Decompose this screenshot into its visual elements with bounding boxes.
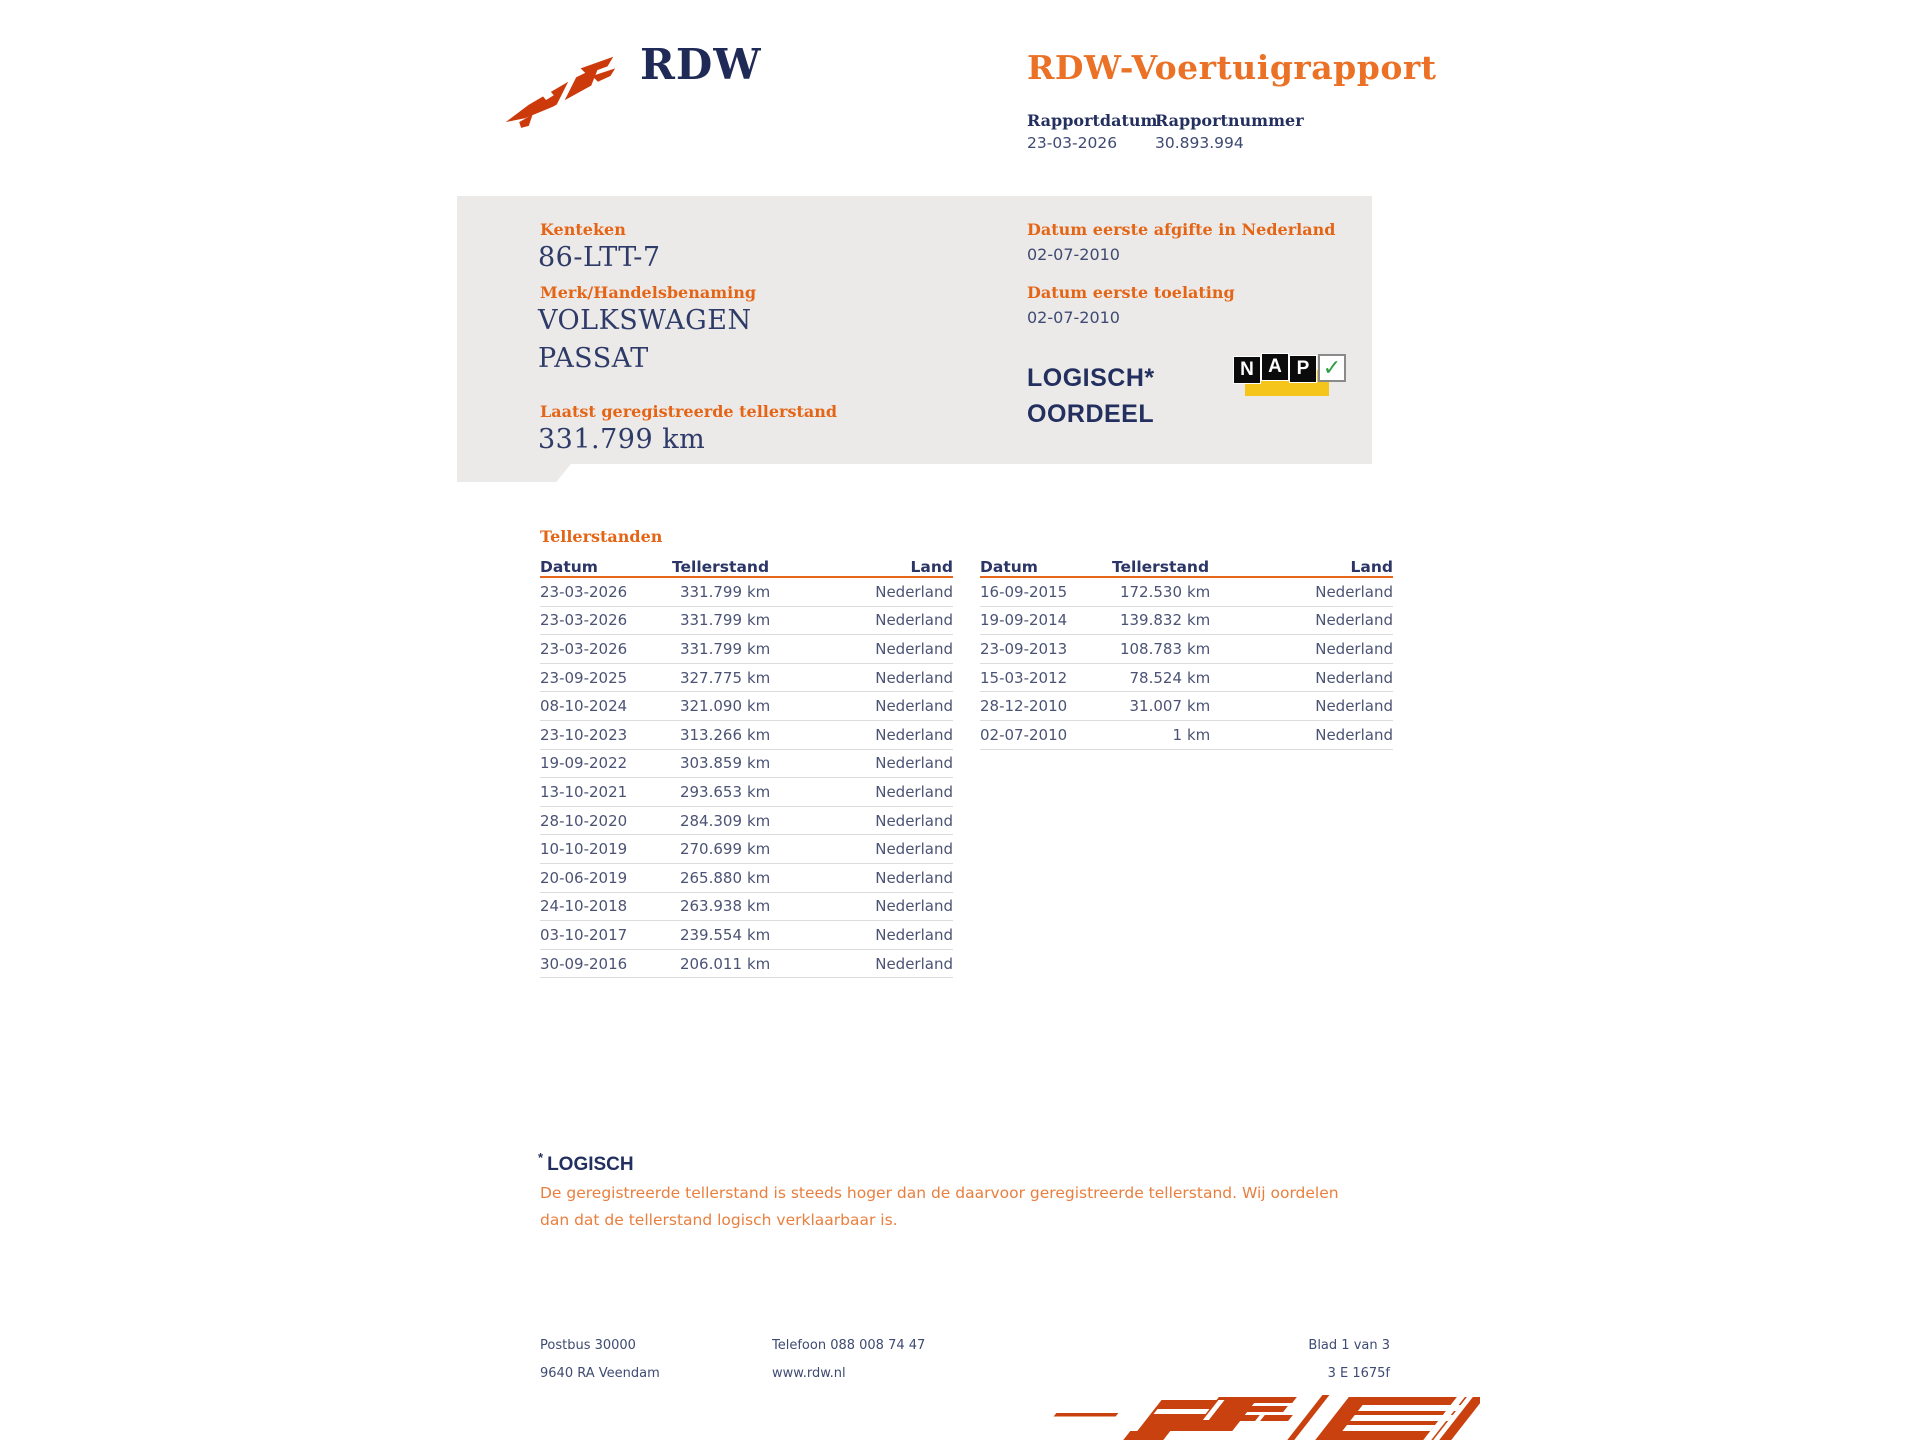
report-date-value: 23-03-2026 bbox=[1027, 134, 1118, 152]
table-row bbox=[540, 692, 953, 721]
afgifte-value: 02-07-2010 bbox=[1027, 245, 1120, 264]
cell-datum: 13-10-2021 bbox=[540, 782, 628, 801]
cell-land: Nederland bbox=[875, 954, 953, 973]
nap-checkmark-icon: ✓ bbox=[1318, 354, 1346, 382]
cell-land: Nederland bbox=[875, 725, 953, 744]
footer-website: www.rdw.nl bbox=[772, 1366, 846, 1381]
column-header-tellerstand: Tellerstand bbox=[672, 558, 770, 576]
cell-tellerstand: 31.007 km bbox=[1129, 697, 1211, 716]
table-row bbox=[980, 721, 1393, 750]
cell-tellerstand: 239.554 km bbox=[679, 925, 771, 944]
cell-land: Nederland bbox=[875, 639, 953, 658]
merk-line2: PASSAT bbox=[538, 343, 649, 374]
cell-land: Nederland bbox=[1315, 725, 1393, 744]
cell-datum: 20-06-2019 bbox=[540, 868, 628, 887]
cell-datum: 23-03-2026 bbox=[540, 582, 628, 601]
verdict-line2: OORDEEL bbox=[1027, 400, 1155, 428]
table-row bbox=[980, 635, 1393, 664]
table-header-row bbox=[980, 552, 1393, 578]
table-row bbox=[540, 578, 953, 607]
cell-tellerstand: 321.090 km bbox=[679, 697, 771, 716]
tellerstand-value: 331.799 km bbox=[538, 424, 706, 455]
cell-tellerstand: 263.938 km bbox=[679, 897, 771, 916]
footer-page-number: Blad 1 van 3 bbox=[1308, 1338, 1390, 1353]
afgifte-label: Datum eerste afgifte in Nederland bbox=[1027, 220, 1336, 239]
cell-tellerstand: 139.832 km bbox=[1119, 611, 1211, 630]
cell-datum: 23-03-2026 bbox=[540, 611, 628, 630]
cell-land: Nederland bbox=[875, 754, 953, 773]
cell-land: Nederland bbox=[875, 840, 953, 859]
cell-datum: 19-09-2022 bbox=[540, 754, 628, 773]
footnote-heading bbox=[538, 1150, 634, 1176]
cell-land: Nederland bbox=[1315, 639, 1393, 658]
kenteken-value: 86-LTT-7 bbox=[538, 242, 661, 273]
table-row bbox=[540, 721, 953, 750]
cell-datum: 16-09-2015 bbox=[980, 582, 1068, 601]
nap-letter-a: A bbox=[1261, 353, 1289, 381]
table-row bbox=[540, 921, 953, 950]
footer-address-line1: Postbus 30000 bbox=[540, 1338, 636, 1353]
cell-tellerstand: 270.699 km bbox=[679, 840, 771, 859]
table-row bbox=[540, 893, 953, 922]
cell-tellerstand: 293.653 km bbox=[679, 782, 771, 801]
cell-land: Nederland bbox=[1315, 668, 1393, 687]
cell-datum: 23-09-2025 bbox=[540, 668, 628, 687]
nap-letter-p: P bbox=[1289, 355, 1317, 383]
footer-page-info bbox=[1190, 1332, 1390, 1388]
table-row bbox=[540, 835, 953, 864]
cell-tellerstand: 303.859 km bbox=[679, 754, 771, 773]
footnote-asterisk: * bbox=[538, 1150, 544, 1165]
cell-datum: 03-10-2017 bbox=[540, 925, 628, 944]
summary-box-tab bbox=[457, 464, 571, 482]
cell-land: Nederland bbox=[875, 868, 953, 887]
cell-land: Nederland bbox=[875, 582, 953, 601]
cell-land: Nederland bbox=[875, 668, 953, 687]
cell-tellerstand: 327.775 km bbox=[679, 668, 771, 687]
footnote-text: De geregistreerde tellerstand is steeds hoger dan de daarvoor geregistreerde tellerstand. Wij oordelen dan dat de tellerstand logisch verklaarbaar is. bbox=[540, 1184, 1339, 1229]
report-date-label: Rapportdatum bbox=[1027, 111, 1158, 130]
cell-datum: 23-03-2026 bbox=[540, 639, 628, 658]
toelating-label: Datum eerste toelating bbox=[1027, 283, 1235, 302]
column-header-datum: Datum bbox=[980, 558, 1038, 576]
merk-line1: VOLKSWAGEN bbox=[538, 305, 752, 336]
table-row bbox=[980, 578, 1393, 607]
verdict-text bbox=[1027, 360, 1155, 432]
report-number-value: 30.893.994 bbox=[1155, 134, 1244, 152]
cell-land: Nederland bbox=[875, 897, 953, 916]
tellerstanden-section-title: Tellerstanden bbox=[540, 527, 663, 546]
nap-letter-n: N bbox=[1233, 356, 1261, 384]
cell-datum: 23-09-2013 bbox=[980, 639, 1068, 658]
cell-land: Nederland bbox=[875, 611, 953, 630]
column-header-land: Land bbox=[1350, 558, 1393, 576]
column-header-land: Land bbox=[910, 558, 953, 576]
rdw-wordmark: RDW bbox=[640, 40, 762, 89]
cell-land: Nederland bbox=[875, 811, 953, 830]
toelating-value: 02-07-2010 bbox=[1027, 308, 1120, 327]
table-row bbox=[540, 664, 953, 693]
cell-tellerstand: 265.880 km bbox=[679, 868, 771, 887]
cell-tellerstand: 108.783 km bbox=[1119, 639, 1211, 658]
column-header-tellerstand: Tellerstand bbox=[1112, 558, 1210, 576]
cell-tellerstand: 1 km bbox=[1172, 725, 1211, 744]
cell-land: Nederland bbox=[875, 782, 953, 801]
cell-tellerstand: 206.011 km bbox=[679, 954, 771, 973]
cell-tellerstand: 331.799 km bbox=[679, 611, 771, 630]
cell-tellerstand: 313.266 km bbox=[679, 725, 771, 744]
table-row bbox=[540, 750, 953, 779]
cell-datum: 15-03-2012 bbox=[980, 668, 1068, 687]
rdw-speedlines-graphic bbox=[1040, 1393, 1480, 1440]
footer-form-code: 3 E 1675f bbox=[1327, 1366, 1390, 1381]
footer-contact bbox=[772, 1332, 925, 1388]
verdict-line1: LOGISCH* bbox=[1027, 364, 1155, 392]
table-row bbox=[540, 607, 953, 636]
cell-datum: 10-10-2019 bbox=[540, 840, 628, 859]
table-row bbox=[540, 864, 953, 893]
tellerstand-label: Laatst geregistreerde tellerstand bbox=[540, 402, 838, 421]
cell-land: Nederland bbox=[1315, 582, 1393, 601]
table-row bbox=[980, 607, 1393, 636]
table-header-row bbox=[540, 552, 953, 578]
cell-datum: 24-10-2018 bbox=[540, 897, 628, 916]
cell-datum: 02-07-2010 bbox=[980, 725, 1068, 744]
nap-logo bbox=[1233, 352, 1342, 404]
cell-datum: 28-12-2010 bbox=[980, 697, 1068, 716]
table-row bbox=[540, 635, 953, 664]
table-row bbox=[540, 950, 953, 979]
footnote-title: LOGISCH bbox=[547, 1154, 634, 1175]
tellerstanden-table-right bbox=[980, 552, 1393, 750]
table-row bbox=[540, 807, 953, 836]
kenteken-label: Kenteken bbox=[540, 220, 626, 239]
footer-address-line2: 9640 RA Veendam bbox=[540, 1366, 660, 1381]
tellerstanden-table-left bbox=[540, 552, 953, 978]
cell-tellerstand: 172.530 km bbox=[1119, 582, 1211, 601]
table-body bbox=[980, 578, 1393, 750]
cell-tellerstand: 331.799 km bbox=[679, 582, 771, 601]
cell-tellerstand: 284.309 km bbox=[679, 811, 771, 830]
cell-datum: 23-10-2023 bbox=[540, 725, 628, 744]
table-body bbox=[540, 578, 953, 978]
cell-land: Nederland bbox=[875, 925, 953, 944]
cell-datum: 19-09-2014 bbox=[980, 611, 1068, 630]
merk-label: Merk/Handelsbenaming bbox=[540, 283, 757, 302]
cell-tellerstand: 78.524 km bbox=[1129, 668, 1211, 687]
column-header-datum: Datum bbox=[540, 558, 598, 576]
cell-tellerstand: 331.799 km bbox=[679, 639, 771, 658]
rdw-logo-icon bbox=[500, 46, 620, 130]
table-row bbox=[980, 664, 1393, 693]
table-row bbox=[540, 778, 953, 807]
cell-land: Nederland bbox=[875, 697, 953, 716]
cell-datum: 30-09-2016 bbox=[540, 954, 628, 973]
cell-datum: 28-10-2020 bbox=[540, 811, 628, 830]
table-row bbox=[980, 692, 1393, 721]
page-title: RDW-Voertuigrapport bbox=[1027, 48, 1437, 87]
cell-land: Nederland bbox=[1315, 697, 1393, 716]
footer-address bbox=[540, 1332, 660, 1388]
footer-phone: Telefoon 088 008 74 47 bbox=[772, 1338, 926, 1353]
cell-land: Nederland bbox=[1315, 611, 1393, 630]
report-number-label: Rapportnummer bbox=[1155, 111, 1304, 130]
cell-datum: 08-10-2024 bbox=[540, 697, 628, 716]
